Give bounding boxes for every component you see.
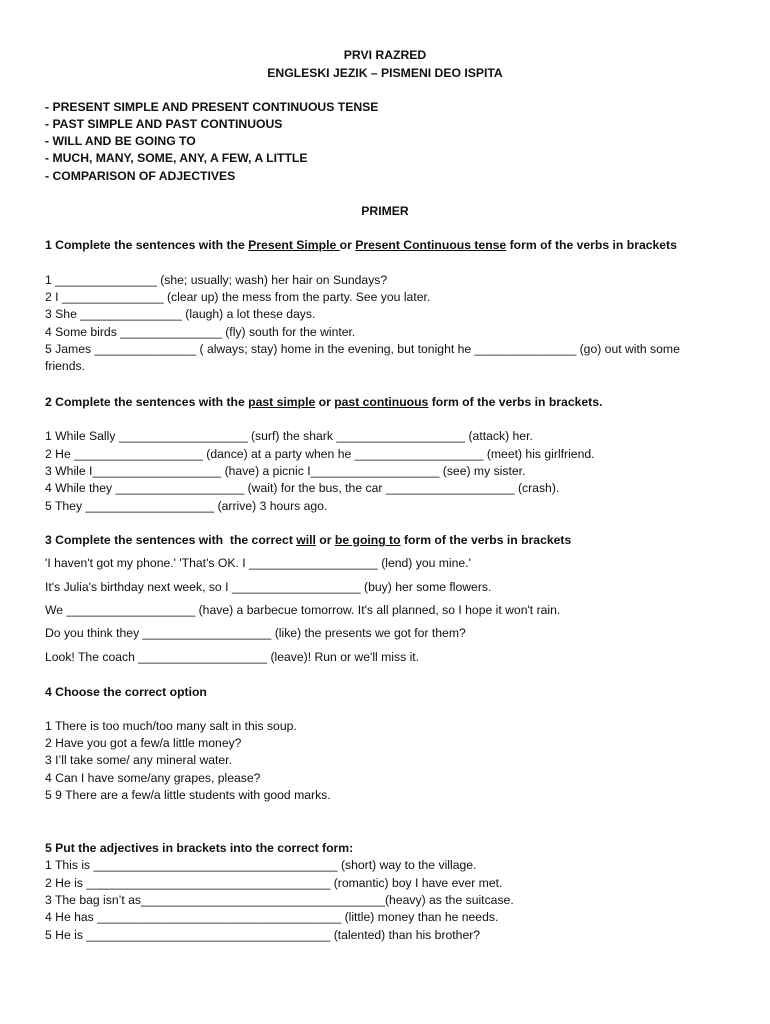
- exercise-2-title: 2 Complete the sentences with the past simple or past continuous form of the verbs in brackets.: [45, 395, 603, 409]
- exercise-4-item: 1 There is too much/too many salt in this soup.: [45, 719, 297, 733]
- exercise-3-item: We ___________________ (have) a barbecue tomorrow. It's all planned, so I hope it won't rain.: [45, 603, 561, 617]
- page-subtitle: ENGLESKI JEZIK – PISMENI DEO ISPITA: [267, 66, 503, 80]
- exercise-4-item: 2 Have you got a few/a little money?: [45, 736, 242, 750]
- exercise-2-item: 4 While they ___________________ (wait) for the bus, the car ___________________ (crash).: [45, 481, 560, 495]
- exercise-1-item: 1 _______________ (she; usually; wash) her hair on Sundays?: [45, 273, 388, 287]
- example-heading: PRIMER: [361, 204, 409, 218]
- exercise-5-item: 3 The bag isn’t as____________________________________(heavy) as the suitcase.: [45, 893, 514, 907]
- exercise-3-item: 'I haven't got my phone.' 'That's OK. I ___________________ (lend) you mine.': [45, 556, 471, 570]
- exercise-3-item: Look! The coach ___________________ (leave)! Run or we'll miss it.: [45, 650, 420, 664]
- exercise-2-item: 2 He ___________________ (dance) at a party when he ___________________ (meet) his girlfriend.: [45, 447, 595, 461]
- exercise-4-item: 3 I’ll take some/ any mineral water.: [45, 753, 232, 767]
- topic-item: - MUCH, MANY, SOME, ANY, A FEW, A LITTLE: [45, 151, 308, 165]
- topic-item: - PAST SIMPLE AND PAST CONTINUOUS: [45, 117, 283, 131]
- exercise-5-title: 5 Put the adjectives in brackets into the correct form:: [45, 841, 354, 855]
- topic-item: - PRESENT SIMPLE AND PRESENT CONTINUOUS TENSE: [45, 100, 379, 114]
- exercise-5-item: 1 This is ____________________________________ (short) way to the village.: [45, 858, 477, 872]
- exercise-1-item: 3 She _______________ (laugh) a lot these days.: [45, 307, 316, 321]
- exercise-4-item: 4 Can I have some/any grapes, please?: [45, 771, 261, 785]
- topic-item: - COMPARISON OF ADJECTIVES: [45, 169, 236, 183]
- exercise-1-title: 1 Complete the sentences with the Present Simple or Present Continuous tense form of the verbs in brackets: [45, 238, 677, 252]
- exercise-1-item: 2 I _______________ (clear up) the mess from the party. See you later.: [45, 290, 431, 304]
- exercise-2-item: 1 While Sally ___________________ (surf) the shark ___________________ (attack) her.: [45, 429, 533, 443]
- topic-item: - WILL AND BE GOING TO: [45, 134, 196, 148]
- exercise-1-item: 5 James _______________ ( always; stay) home in the evening, but tonight he _______________ (go) out with some friends.: [45, 342, 684, 373]
- exercise-3-item: It's Julia's birthday next week, so I ___________________ (buy) her some flowers.: [45, 580, 492, 594]
- exercise-4-title: 4 Choose the correct option: [45, 685, 207, 699]
- exercise-5-item: 2 He is ____________________________________ (romantic) boy I have ever met.: [45, 876, 503, 890]
- exercise-5-item: 4 He has ____________________________________ (little) money than he needs.: [45, 910, 499, 924]
- exercise-2-item: 5 They ___________________ (arrive) 3 hours ago.: [45, 499, 328, 513]
- exercise-4-item: 5 9 There are a few/a little students with good marks.: [45, 788, 331, 802]
- exercise-5-item: 5 He is ____________________________________ (talented) than his brother?: [45, 928, 481, 942]
- exercise-3-item: Do you think they ___________________ (like) the presents we got for them?: [45, 626, 466, 640]
- exercise-2-item: 3 While I___________________ (have) a picnic I___________________ (see) my sister.: [45, 464, 526, 478]
- page-title: PRVI RAZRED: [343, 48, 427, 62]
- exercise-3-title: 3 Complete the sentences with the correct will or be going to form of the verbs in brackets: [45, 533, 572, 547]
- exercise-1-item: 4 Some birds _______________ (fly) south for the winter.: [45, 325, 356, 339]
